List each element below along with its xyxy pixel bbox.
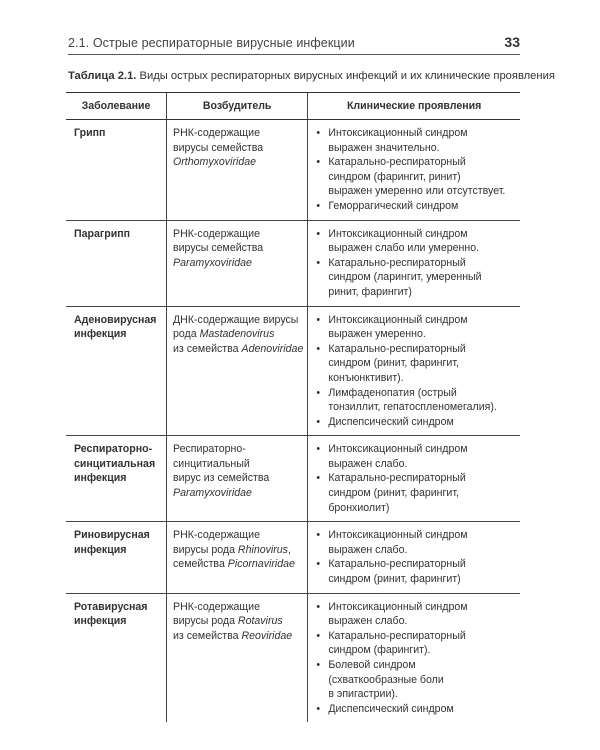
manifestations-cell bbox=[308, 436, 520, 522]
column-header-manifestations: Клинические проявления bbox=[308, 93, 520, 120]
agent-line bbox=[173, 486, 303, 501]
bullet-icon: • bbox=[316, 415, 321, 428]
manifestations-cell bbox=[308, 593, 520, 722]
bullet-icon: • bbox=[316, 472, 321, 485]
manifestation-item bbox=[316, 702, 516, 717]
manifestation-line: Интоксикационный синдром bbox=[328, 443, 468, 456]
agent-taxon: Rotavirus bbox=[237, 615, 283, 628]
manifestations-cell bbox=[308, 306, 520, 436]
agent-text: вирус из семейства bbox=[173, 472, 270, 485]
manifestation-line: Катарально-респираторный bbox=[328, 342, 466, 355]
table-caption-text: Виды острых респираторных вирусных инфекций и их клинические проявления bbox=[139, 70, 555, 82]
disease-name-line: инфекция bbox=[74, 328, 127, 341]
manifestations-list bbox=[316, 528, 516, 586]
manifestation-line: выражен умеренно. bbox=[328, 328, 426, 341]
manifestation-item bbox=[316, 442, 516, 471]
disease-name-line: Парагрипп bbox=[74, 227, 131, 240]
manifestation-line: Интоксикационный синдром bbox=[328, 127, 468, 139]
manifestation-line: бронхиолит) bbox=[328, 501, 390, 514]
agent-cell bbox=[167, 436, 308, 522]
agent-cell bbox=[167, 522, 308, 593]
agent-line bbox=[173, 528, 303, 543]
running-header bbox=[68, 34, 520, 55]
bullet-icon: • bbox=[316, 227, 321, 240]
agent-line bbox=[173, 557, 303, 572]
manifestation-item bbox=[316, 386, 516, 415]
agent-taxon: Rhinovirus bbox=[237, 543, 288, 556]
manifestation-line: Катарально-респираторный bbox=[328, 472, 466, 485]
manifestation-item bbox=[316, 199, 516, 214]
bullet-icon: • bbox=[316, 529, 321, 542]
manifestations-list bbox=[316, 227, 516, 300]
manifestation-line: Катарально-респираторный bbox=[328, 256, 466, 269]
agent-taxon: Paramyxoviridae bbox=[173, 256, 252, 269]
agent-line bbox=[173, 327, 303, 342]
manifestation-line: (схваткообразные боли bbox=[328, 673, 444, 686]
bullet-icon: • bbox=[316, 629, 321, 642]
table-row bbox=[66, 436, 520, 522]
agent-taxon: Adenoviridae bbox=[241, 342, 304, 355]
manifestation-line: выражен значительно. bbox=[328, 141, 440, 154]
agent-taxon: Mastadenovirus bbox=[199, 328, 275, 341]
bullet-icon: • bbox=[316, 600, 321, 613]
agent-taxon: Reoviridae bbox=[241, 629, 293, 642]
disease-name-line: инфекция bbox=[74, 472, 127, 485]
agent-text: , bbox=[287, 543, 291, 556]
manifestation-line: конъюнктивит). bbox=[328, 371, 404, 384]
bullet-icon: • bbox=[316, 156, 321, 169]
agent-cell bbox=[167, 593, 308, 722]
bullet-icon: • bbox=[316, 386, 321, 399]
manifestations-list bbox=[316, 126, 516, 214]
table-row bbox=[66, 220, 520, 306]
disease-cell bbox=[66, 593, 167, 722]
agent-text: вирусы семейства bbox=[173, 242, 264, 255]
agent-text: синцитиальный bbox=[173, 457, 250, 470]
section-title: 2.1. Острые респираторные вирусные инфекции bbox=[68, 36, 355, 50]
agent-line bbox=[173, 614, 303, 629]
manifestation-line: Геморрагический синдром bbox=[328, 199, 459, 212]
manifestation-item bbox=[316, 600, 516, 629]
manifestation-line: выражен слабо. bbox=[328, 543, 408, 556]
agent-line bbox=[173, 141, 303, 156]
manifestation-line: Болевой синдром bbox=[328, 659, 416, 671]
manifestation-item bbox=[316, 227, 516, 256]
agent-line bbox=[173, 126, 303, 141]
agent-line bbox=[173, 442, 303, 457]
bullet-icon: • bbox=[316, 313, 321, 326]
disease-name-line: инфекция bbox=[74, 615, 127, 628]
manifestation-line: в эпигастрии). bbox=[328, 688, 398, 701]
agent-line bbox=[173, 457, 303, 472]
agent-line bbox=[173, 543, 303, 558]
agent-text: вирусы семейства bbox=[173, 141, 264, 154]
manifestations-cell bbox=[308, 220, 520, 306]
manifestation-line: выражен слабо. bbox=[328, 457, 408, 470]
agent-line bbox=[173, 155, 303, 170]
manifestation-item bbox=[316, 528, 516, 557]
infections-table bbox=[66, 92, 520, 722]
column-header-agent: Возбудитель bbox=[167, 93, 308, 120]
disease-name-line: инфекция bbox=[74, 543, 127, 556]
manifestation-line: Интоксикационный синдром bbox=[328, 600, 468, 613]
agent-text: из семейства bbox=[173, 342, 242, 355]
agent-taxon: Orthomyxoviridae bbox=[173, 156, 257, 169]
table-body bbox=[66, 120, 520, 723]
table-row bbox=[66, 306, 520, 436]
manifestation-line: Катарально-респираторный bbox=[328, 156, 466, 169]
manifestation-line: синдром (ларингит, умеренный bbox=[328, 271, 482, 284]
table-row bbox=[66, 120, 520, 221]
manifestation-line: выражен слабо. bbox=[328, 615, 408, 628]
manifestation-item bbox=[316, 155, 516, 199]
table-caption bbox=[68, 70, 555, 82]
agent-line bbox=[173, 342, 303, 357]
agent-text: вирусы рода bbox=[173, 543, 238, 556]
disease-name-line: Аденовирусная bbox=[74, 313, 157, 326]
bullet-icon: • bbox=[316, 443, 321, 456]
agent-text: РНК-содержащие bbox=[173, 529, 260, 542]
table-row bbox=[66, 593, 520, 722]
disease-cell bbox=[66, 436, 167, 522]
agent-text: РНК-содержащие bbox=[173, 227, 260, 240]
manifestation-line: синдром (ринит, фарингит, bbox=[328, 487, 459, 500]
manifestations-cell bbox=[308, 522, 520, 593]
manifestation-line: синдром (ринит, фарингит) bbox=[328, 573, 461, 586]
bullet-icon: • bbox=[316, 659, 321, 671]
disease-name-line: Грипп bbox=[74, 127, 106, 139]
disease-name-line: Респираторно- bbox=[74, 443, 153, 456]
manifestation-item bbox=[316, 471, 516, 515]
column-header-disease: Заболевание bbox=[66, 93, 167, 120]
table-row bbox=[66, 522, 520, 593]
agent-text: РНК-содержащие bbox=[173, 600, 260, 613]
manifestation-line: Диспепсический синдром bbox=[328, 702, 454, 715]
agent-text: семейства bbox=[173, 558, 228, 571]
agent-taxon: Paramyxoviridae bbox=[173, 487, 252, 500]
agent-text: ДНК-содержащие вирусы bbox=[173, 313, 299, 326]
manifestation-line: Диспепсический синдром bbox=[328, 415, 454, 428]
manifestations-list bbox=[316, 442, 516, 515]
bullet-icon: • bbox=[316, 127, 321, 139]
agent-line bbox=[173, 471, 303, 486]
agent-line bbox=[173, 600, 303, 615]
agent-line bbox=[173, 313, 303, 328]
manifestation-line: Интоксикационный синдром bbox=[328, 313, 468, 326]
manifestation-line: ринит, фарингит) bbox=[328, 285, 412, 298]
bullet-icon: • bbox=[316, 199, 321, 212]
agent-text: Респираторно- bbox=[173, 443, 246, 456]
agent-line bbox=[173, 256, 303, 271]
manifestation-item bbox=[316, 313, 516, 342]
disease-cell bbox=[66, 120, 167, 221]
manifestation-item bbox=[316, 557, 516, 586]
manifestation-line: тонзиллит, гепатоспленомегалия). bbox=[328, 401, 497, 414]
manifestation-item bbox=[316, 658, 516, 702]
manifestations-list bbox=[316, 313, 516, 430]
manifestation-line: Интоксикационный синдром bbox=[328, 227, 468, 240]
manifestation-item bbox=[316, 342, 516, 386]
manifestation-line: Катарально-респираторный bbox=[328, 558, 466, 571]
manifestation-line: Катарально-респираторный bbox=[328, 629, 466, 642]
agent-text: из семейства bbox=[173, 629, 242, 642]
manifestations-cell bbox=[308, 120, 520, 221]
bullet-icon: • bbox=[316, 342, 321, 355]
manifestation-item bbox=[316, 629, 516, 658]
agent-cell bbox=[167, 220, 308, 306]
table-caption-label: Таблица 2.1. bbox=[68, 70, 137, 82]
disease-name-line: синцитиальная bbox=[74, 457, 156, 470]
manifestation-item bbox=[316, 256, 516, 300]
manifestations-list bbox=[316, 600, 516, 717]
agent-text: рода bbox=[173, 328, 200, 341]
manifestation-line: Лимфаденопатия (острый bbox=[328, 386, 457, 399]
bullet-icon: • bbox=[316, 702, 321, 715]
manifestation-item bbox=[316, 415, 516, 430]
agent-text: РНК-содержащие bbox=[173, 127, 260, 139]
agent-line bbox=[173, 227, 303, 242]
agent-taxon: Picornaviridae bbox=[227, 558, 295, 571]
agent-text: вирусы рода bbox=[173, 615, 238, 628]
agent-cell bbox=[167, 306, 308, 436]
agent-line bbox=[173, 241, 303, 256]
disease-cell bbox=[66, 220, 167, 306]
manifestation-line: выражен слабо или умеренно. bbox=[328, 242, 480, 255]
disease-name-line: Ротавирусная bbox=[74, 600, 148, 613]
page-number: 33 bbox=[504, 34, 520, 50]
manifestation-line: выражен умеренно или отсутствует. bbox=[328, 185, 506, 198]
disease-name-line: Риновирусная bbox=[74, 529, 150, 542]
manifestation-line: синдром (фарингит, ринит) bbox=[328, 170, 461, 183]
manifestation-item bbox=[316, 126, 516, 155]
agent-cell bbox=[167, 120, 308, 221]
bullet-icon: • bbox=[316, 558, 321, 571]
table-header-row bbox=[66, 93, 520, 120]
disease-cell bbox=[66, 306, 167, 436]
agent-line bbox=[173, 629, 303, 644]
bullet-icon: • bbox=[316, 256, 321, 269]
manifestation-line: Интоксикационный синдром bbox=[328, 529, 468, 542]
manifestation-line: синдром (ринит, фарингит, bbox=[328, 357, 459, 370]
disease-cell bbox=[66, 522, 167, 593]
manifestation-line: синдром (фарингит). bbox=[328, 644, 431, 657]
